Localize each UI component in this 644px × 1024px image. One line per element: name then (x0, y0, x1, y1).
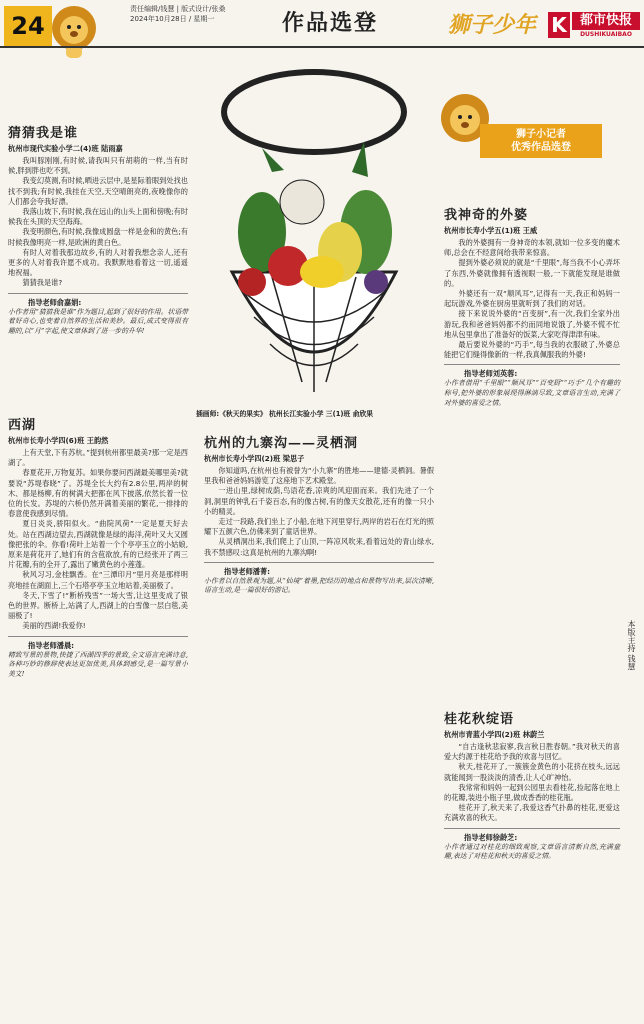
article-author: 杭州市青蓝小学四(2)班 林蔚兰 (444, 730, 545, 739)
paragraph: 秋风习习,金桂飘香。在“三潭印月”里月亮是那样明亮地挂在湖面上,三个石塔亭亭玉立地站着,美丽极了。 (8, 570, 188, 590)
page-number: 24 (4, 6, 52, 46)
article-body (444, 238, 620, 360)
paragraph: 桂花开了,秋天来了,我爱这香气扑鼻的桂花,更爱这充满欢喜的秋天。 (444, 803, 620, 823)
paragraph: 冬天,下雪了!“断桥残雪”一场大雪,让这里变成了银色的世界。断桥上,站满了人,西湖上的白雪像一层白毯,美丽极了! (8, 590, 188, 621)
teacher-note: 小作者以自然景观为题,从“仙境”着墨,把经历的地点和景物写出来,层次清晰,语言生动,是一篇很好的游记。 (204, 576, 434, 595)
divider (8, 293, 188, 294)
article-title: 我神奇的外婆 (444, 208, 529, 223)
section-title: 作品选登 (282, 10, 379, 36)
teacher-note: 小作者通过对桂花的细致观察,文章语言清新自然,充满童趣,表达了对桂花和秋天的喜爱之情。 (444, 842, 620, 861)
paragraph: 从灵栖洞出来,我们爬上了山顶,一阵凉风吹来,看着远处的青山绿水,我不禁感叹:这真是杭州的九寨沟啊! (204, 537, 434, 557)
paragraph: 夏日炎炎,骄阳似火。“曲院风荷”一定是夏天好去处。站在西湖边望去,西湖就像是绿的海洋,荷叶又大又圆像把张的伞。你看!荷叶上站着一个个亭亭玉立的小姑娘,原来是荷花开了,她们有的含苞欲放,有的已经张开了两三片花瓣,有的全开了,露出了嫩黄色的小莲蓬。 (8, 519, 188, 570)
teacher-note-title: 指导老师潘晨: (28, 640, 74, 650)
article-grandma (444, 204, 620, 408)
paper-logo-letter: K (548, 12, 570, 38)
lion-mascot-icon (42, 2, 106, 60)
divider (444, 364, 620, 365)
article-title: 桂花秋绽语 (444, 712, 515, 727)
side-note: 本版主持 钱慧 (627, 620, 636, 671)
paragraph: 秋天,桂花开了,一簇簇金黄色的小花挤在枝头,远远就能闻到一股淡淡的清香,让人心旷神怡。 (444, 762, 620, 782)
paragraph: 我的外婆拥有一身神奇的本领,就如一位多变的魔术师,总会在不经意间给我带来惊喜。 (444, 238, 620, 258)
divider (444, 828, 620, 829)
paragraph: 美丽的西湖!我爱你! (22, 621, 86, 631)
meta-block (130, 4, 226, 24)
paper-logo-icon (548, 12, 640, 38)
article-body (8, 156, 188, 289)
divider (204, 562, 434, 563)
header-rule (0, 46, 644, 48)
article-author: 杭州市现代实验小学二(4)班 陆雨嘉 (8, 144, 123, 153)
paragraph: 你知道吗,在杭州也有被誉为“小九寨”的胜地——建德·灵栖洞。暑假里我和爸爸妈妈游览了这座地下艺术殿堂。 (204, 466, 434, 486)
badge-line2: 优秀作品选登 (511, 142, 571, 153)
paragraph: 春夏花开,万物复苏。如果你要问西湖最美哪里美?就要说“苏堤春晓”了。苏堤全长大约有2.8公里,两岸的树木、都是杨柳,有的树满大把都在风下披落,依然长着一位位的长发。苏堤的六桥仍然开满着美丽的繁花,一排排的春意使我感到尽情。 (8, 468, 188, 519)
paragraph: 我常常和妈妈一起到公园里去看桂花,捡起落在地上的花瓣,装进小瓶子里,做成香香的桂花瓶。 (444, 782, 620, 803)
teacher-note-title: 指导老师潘菁: (224, 566, 270, 576)
column-brand: 狮子少年 (448, 12, 537, 38)
paragraph: 提到外婆必须说的就是“千里眼”,每当我不小心弄坏了东西,外婆就像拥有透视眼一般,一下就能发现是谁做的。 (444, 258, 620, 288)
badge-line1: 狮子小记者 (516, 129, 566, 140)
paragraph: 我叫豚刚刚,有时候,请我叫只有胡萌的一样,当有时候,胖到胖也吃不到。 (8, 156, 188, 176)
paragraph: 走过一段路,我们坐上了小船,在地下河里穿行,两岸的岩石在灯光的照耀下五颜六色,仿佛来到了童话世界。 (204, 517, 434, 537)
teacher-note-title: 指导老师刘英蓉: (464, 369, 518, 379)
paragraph: 有时人对着我那边故乡,有的人对着我想念亲人,还有更多的人对着我许愿不成功。我默默地看着这一切,遥遥地祝福。 (8, 247, 188, 278)
column-badge (480, 124, 602, 158)
article-body (444, 742, 620, 824)
article-westlake (8, 414, 188, 679)
article-author: 杭州市长寿小学五(1)班 王威 (444, 226, 538, 235)
paragraph: 一进山里,绿树成荫,鸟语花香,凉爽的风迎面而来。我们先进了一个洞,洞里的钟乳石千姿百态,有的像古树,有的像天女散花,还有的像一只小小的精灵。 (204, 486, 434, 516)
article-body (8, 448, 188, 632)
teacher-note: 小作者借用“千里眼”“顺风耳”“百变厨”“巧手”几个有趣的称号,把外婆的形象展现得淋漓尽致,文章语言生动,充满了对外婆的喜爱之情。 (444, 379, 620, 407)
article-author: 杭州市长寿小学四(6)班 王韵然 (8, 436, 109, 445)
article-title: 西湖 (8, 418, 37, 433)
teacher-note-title: 指导老师俞嘉娟: (28, 297, 82, 307)
fruit-basket-illustration (192, 52, 436, 412)
paragraph: 我变幻莫测,有时候,晒进云层中,是星际着眼到处找也找不到我;有时候,我挂在天空,天空晴朗亮的,夜晚像你的人们都会夸我好漂。 (8, 176, 188, 206)
teacher-note: 精致写景的景物,快捷了西湖四季的景致,全文语言充满诗意,各种巧妙的修辞使表达更加优美,具体到感受,是一篇写景小美文! (8, 650, 188, 678)
paragraph: 最后要说外婆的“巧手”,每当我的衣服破了,外婆总能把它们缝得像新的一样,我真佩服我的外婆! (444, 340, 620, 360)
paper-pinyin: DUSHIKUAIBAO (580, 31, 632, 38)
article-osmanthus (444, 708, 620, 862)
paragraph: 我变明颜色,有时候,我像成圆盘一样是金和的黄色;有时候我像明亮一样,是欧洲的黄白色。 (8, 227, 188, 247)
paragraph: 接下来说说外婆的“百变厨”,有一次,我们全家外出游玩,我和爸爸妈妈都不约而同地说饿了,外婆不慌不忙地从包里拿出了准备好的饭菜,大家吃得津津有味。 (444, 309, 620, 339)
article-lingqi (204, 432, 434, 596)
date-line: 2024年10月28日 / 星期一 (130, 15, 215, 23)
paragraph: 我落山坡下,有时候,我在远山的山头上面和傍晚;有时候我在头顶的天空海海。 (8, 207, 188, 227)
article-author: 杭州市长寿小学四(2)班 梁思子 (204, 454, 305, 463)
article-title: 猜猜我是谁 (8, 126, 79, 141)
paper-name: 都市快报 (572, 12, 640, 30)
paragraph: 猜猜我是谁? (22, 278, 63, 288)
article-guess (8, 122, 188, 336)
article-title: 杭州的九寨沟——灵栖洞 (204, 436, 359, 451)
paragraph: 外婆还有一双“顺风耳”,记得有一天,我正和妈妈一起玩游戏,外婆在厨房里就听到了我们的对话。 (444, 289, 620, 309)
paragraph: “自古逢秋悲寂寥,我言秋日胜春朝。”我对秋天的喜爱大约源于桂花给予我的欢喜与回忆。 (444, 742, 620, 762)
illustration-caption: 插画师:《秋天的果实》 杭州长江实验小学 三(1)班 俞欣果 (196, 410, 374, 418)
teacher-note-title: 指导老师徐龄芝: (464, 832, 518, 842)
teacher-note: 小作者用“猜猜我是谁”作为题目,起到了很好的作用。状语带着好奇心,也变着自然界的生活和美妙。最后,成式变得很有趣的,以“月”字起,使文章体到了进一步的升华! (8, 307, 188, 335)
article-body (204, 466, 434, 558)
editor-line: 责任编辑/钱慧 | 版式设计/张桑 (130, 5, 226, 13)
divider (8, 636, 188, 637)
paragraph: 上有天堂,下有苏杭。”提到杭州都里最美?那一定是西湖了。 (8, 448, 188, 468)
